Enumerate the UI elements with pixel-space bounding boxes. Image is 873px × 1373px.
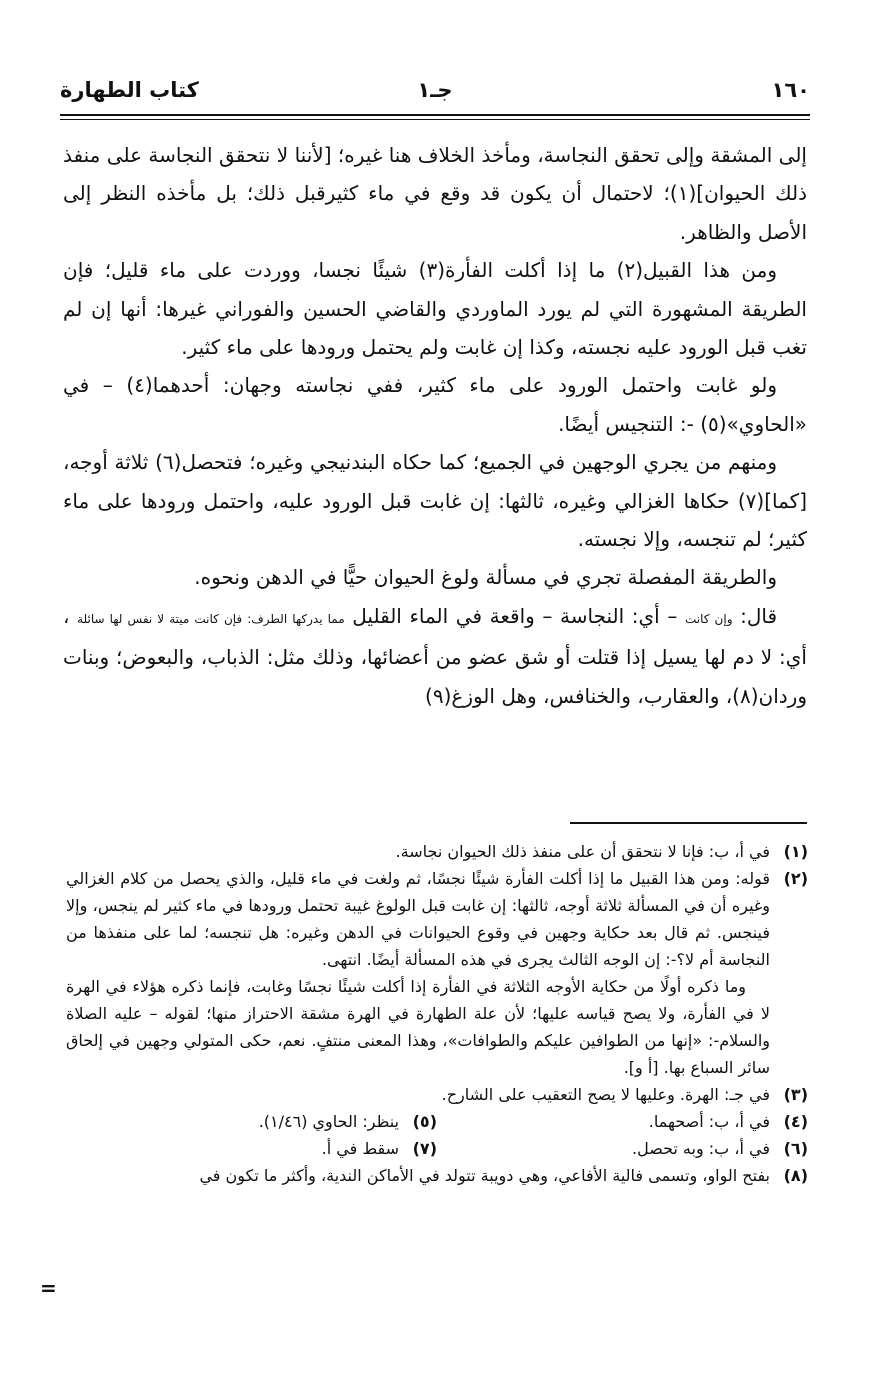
volume-label: جـ١ (417, 78, 453, 102)
footnote-number: (٦) (783, 1139, 808, 1158)
footnote-2-continuation: وما ذكره أولًا من حكاية الأوجه الثلاثة في الفأرة إذا أكلت شيئًا نجسًا وغابت، فإنما ذكره هؤلاء في الهرة لا في الفأرة، ولا يصح قياسه عليها؛ لأن علة الطهارة في الهرة مشقة الاحتراز منها؛ لقوله – عليه الصلاة والسلام-: «إنها من الطوافين عليكم والطوافات»، وهذا المعنى منتفٍ. نعم، حكى المتولي وجهين في إلحاق سائر السباع بها. [أ و]. (66, 977, 770, 1077)
matn-text-1: وإن كانت (684, 611, 733, 626)
footnote-6 (437, 1135, 808, 1162)
footnote-number: (٨) (783, 1166, 808, 1185)
footnote-separator (570, 822, 807, 824)
footnote-text: في أ، ب: وبه تحصل. (631, 1139, 770, 1158)
footnote-row-6-7 (66, 1135, 808, 1162)
footnote-text: في أ، ب: أصحهما. (648, 1112, 770, 1131)
paragraph-1: إلى المشقة وإلى تحقق النجاسة، ومأخذ الخلاف هنا غيره؛ [لأننا لا نتحقق النجاسة على منفذ ذلك الحيوان](١)؛ لاحتمال أن يكون قد وقع في ماء كثيرقبل ذلك؛ بل مأخذه النظر إلى الأصل والظاهر. (63, 143, 807, 244)
footnote-text: في جـ: الهرة. وعليها لا يصح التعقيب على الشارح. (441, 1085, 770, 1104)
matn-text-2: مما يدركها الطرف: فإن كانت ميتة لا نفس لها سائلة (77, 611, 345, 626)
footnote-2 (66, 865, 808, 973)
footnotes (66, 838, 808, 1189)
footnote-text: في أ، ب: فإنا لا نتحقق أن على منفذ ذلك الحيوان نجاسة. (395, 842, 770, 861)
footnote-number: (٤) (783, 1112, 808, 1131)
footnote-text: بفتح الواو، وتسمى فالية الأفاعي، وهي دويبة تتولد في الأماكن الندية، وأكثر ما تكون في (199, 1166, 770, 1185)
footnote-4 (437, 1108, 808, 1135)
commentary-text-2: ، أي: لا دم لها يسيل إذا قتلت أو شق عضو من أعضائها، وذلك مثل: الذباب، والبعوض؛ وبنات وردان(٨)، والعقارب، والخنافس، وهل الوزغ(٩) (63, 603, 807, 708)
header-rule-thin (60, 119, 810, 120)
footnote-number: (٣) (783, 1085, 808, 1104)
footnote-number: (٧) (412, 1139, 437, 1158)
header-rule-thick (60, 114, 810, 116)
paragraph-4: ومنهم من يجري الوجهين في الجميع؛ كما حكاه البندنيجي وغيره؛ فتحصل(٦) ثلاثة أوجه، [كما](٧) حكاها الغزالي وغيره، ثالثها: إن غابت قبل الورود عليه، واحتمل ورودها على ماء كثير؛ لم تنجسه، وإلا نجسته. (63, 450, 807, 552)
footnote-text: قوله: ومن هذا القبيل ما إذا أكلت الفأرة شيئًا نجسًا، ثم ولغت في ماء قليل، والذي يحصل من كلام الغزالي وغيره أن في المسألة ثلاثة أوجه، ثالثها: إن غابت قبل الولوغ غيبة تحتمل ورودها في ماء كثير لم ينجس، وإلا فينجس. ثم قال بعد حكاية وجهين في وقوع الحيوانات في الدهن وغيره: هل تنجسه؛ لما على منفذها من النجاسة أم لا؟-: إن الوجه الثالث يجرى في هذه المسألة أيضًا. انتهى. (66, 869, 770, 969)
footnote-number: (١) (783, 842, 808, 861)
page-header (60, 78, 810, 118)
main-text (63, 136, 807, 715)
book-title: كتاب الطهارة (60, 78, 199, 102)
paragraph-2: ومن هذا القبيل(٢) ما إذا أكلت الفأرة(٣) شيئًا نجسا، ووردت على ماء قليل؛ فإن الطريقة المشهورة التي لم يورد الماوردي والقاضي الحسين والفوراني غيرها: أنها إن لم تغب قبل الورود عليه نجسته، وكذا إن غابت ولم يحتمل ورودها على ماء كثير. (63, 258, 807, 360)
page-number: ١٦٠ (771, 78, 810, 102)
footnote-number: (٥) (412, 1112, 437, 1131)
paragraph-5: والطريقة المفصلة تجري في مسألة ولوغ الحيوان حيًّا في الدهن ونحوه. (194, 565, 777, 590)
continuation-mark: = (40, 1276, 57, 1300)
footnote-8 (66, 1162, 808, 1189)
footnote-row-4-5 (66, 1108, 808, 1135)
footnote-3 (66, 1081, 808, 1108)
footnote-number: (٢) (783, 869, 808, 888)
footnote-1 (66, 838, 808, 865)
commentary-text-1: – أي: النجاسة – واقعة في الماء القليل (344, 603, 685, 628)
quote-lead: قال: (732, 603, 778, 628)
footnote-text: ينظر: الحاوي (١/٤٦). (258, 1112, 399, 1131)
paragraph-6 (63, 597, 807, 715)
footnote-text: سقط في أ. (321, 1139, 399, 1158)
footnote-5 (66, 1108, 437, 1135)
paragraph-3: ولو غابت واحتمل الورود على ماء كثير، ففي نجاسته وجهان: أحدهما(٤) – في «الحاوي»(٥) -: التنجيس أيضًا. (63, 373, 807, 436)
footnote-7 (66, 1135, 437, 1162)
